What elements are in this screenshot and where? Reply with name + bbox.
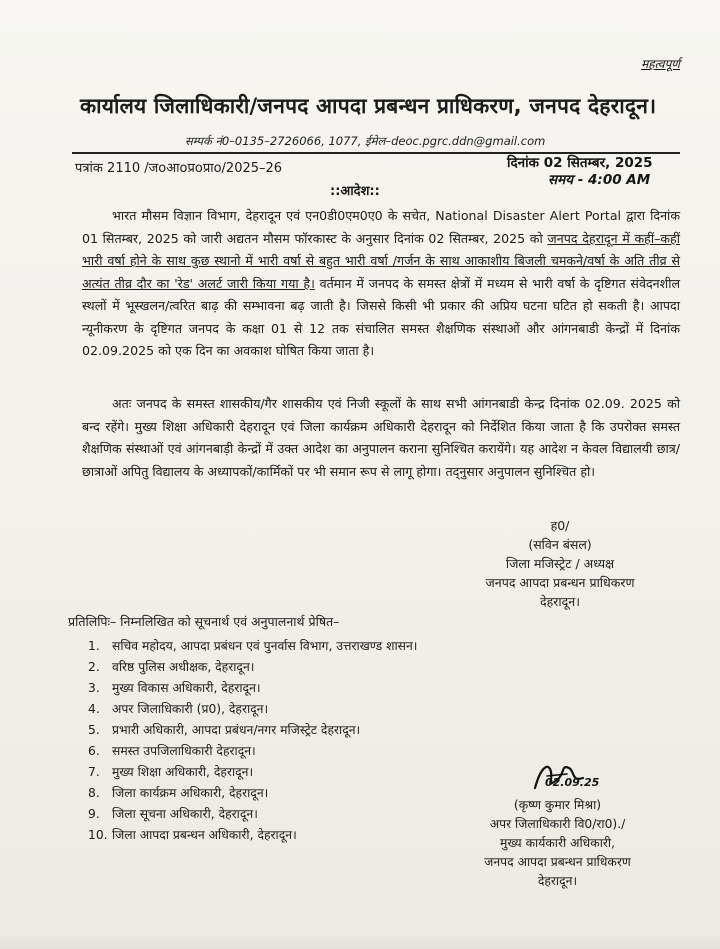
signature-date: 02.09.25 bbox=[545, 776, 600, 789]
signature-block-dm bbox=[475, 516, 645, 611]
office-title: कार्यालय जिलाधिकारी/जनपद आपदा प्रबन्धन प्राधिकरण, जनपद देहरादून। bbox=[80, 94, 657, 118]
signatory-authority: जनपद आपदा प्रबन्धन प्राधिकरण bbox=[484, 855, 631, 869]
page-bottom-edge bbox=[0, 935, 720, 949]
sd-mark: ह0/ bbox=[550, 518, 570, 533]
copy-to-list bbox=[88, 636, 417, 846]
list-item: 10. जिला आपदा प्रबन्धन अधिकारी, देहरादून। bbox=[88, 828, 297, 842]
signatory-place: देहरादून। bbox=[540, 594, 580, 609]
copy-to-heading: प्रतिलिपिः– निम्नलिखित को सूचनार्थ एवं अनुपालनार्थ प्रेषित– bbox=[68, 614, 340, 629]
signatory-name: (कृष्ण कुमार मिश्रा) bbox=[513, 798, 602, 812]
para2-text: अतः जनपद के समस्त शासकीय/गैर शासकीय एवं निजी स्कूलों के साथ सभी आंगनबाडी केन्द्र दिनांक 02.09. 2025 को बन्द रहेंगे। मुख्य शिक्षा अधिकारी देहरादून एवं जिला कार्यक्रम अधिकारी देहरादून को निर्देशित किया जाता है कि उपरोक्त समस्त शैक्षणिक संस्थाओं एवं आंगनबाड़ी केन्द्रों में उक्त आदेश का अनुपालन कराना सुनिश्चित करायेंगे। यह आदेश न केवल विद्यालयी छात्र/छात्राओं अपितु विद्यालय के अध्यापकों/कार्मिकों पर भी समान रूप से लागू होगा। तद्नुसार अनुपालन सुनिश्चित हो। bbox=[82, 396, 680, 479]
signature-block-adm bbox=[470, 796, 645, 891]
list-item: 5. प्रभारी अधिकारी, आपदा प्रबंधन/नगर मजिस्ट्रेट देहरादून। bbox=[88, 723, 361, 737]
list-item: 3. मुख्य विकास अधिकारी, देहरादून। bbox=[88, 681, 261, 695]
signatory-role: मुख्य कार्यकारी अधिकारी, bbox=[500, 836, 615, 850]
order-paragraph-1 bbox=[82, 205, 680, 363]
signatory-place: देहरादून। bbox=[537, 874, 578, 888]
para1-text-a: भारत मौसम विज्ञान विभाग, देहरादून एवं एन0डी0एम0ए0 के सचेत, National Disaster Alert Portal द्वारा दिनांक 01 सितम्बर, 2025 को जारी अद्यतन मौसम फॉरकास्ट के अनुसार दिनांक 02 सितम्बर, 2025 को bbox=[82, 208, 680, 246]
important-note: महत्वपूर्ण bbox=[641, 57, 680, 71]
list-item: 2. वरिष्ठ पुलिस अधीक्षक, देहरादून। bbox=[88, 660, 255, 674]
para1-text-b: वर्तमान में जनपद के समस्त क्षेत्रों में मध्यम से भारी वर्षा के दृष्टिगत संवेदनशील स्थलों में भूस्खलन/त्वरित बाढ़ की सम्भावना बढ़ जाती है। जिससे किसी भी प्रकार की अप्रिय घटना घटित हो सकती है। आपदा न्यूनीकरण के दृष्टिगत जनपद के कक्षा 01 से 12 तक संचालित समस्त शैक्षणिक संस्थाओं और आंगनबाडी केन्द्रों में दिनांक 02.09.2025 को एक दिन का अवकाश घोषित किया जाता है। bbox=[82, 275, 680, 358]
signatory-authority: जनपद आपदा प्रबन्धन प्राधिकरण bbox=[485, 575, 635, 590]
order-paragraph-2 bbox=[82, 393, 680, 483]
red-alert-statement: जनपद देहरादून में कहीं–कहीं भारी वर्षा होने के साथ कुछ स्थानो में भारी वर्षा से बहुत भारी वर्षा /गर्जन के साथ आकाशीय बिजली चमकने/वर्षा के अति तीव्र से अत्यंत तीव्र दौर का 'रेड' अलर्ट जारी किया गया है। bbox=[82, 230, 681, 291]
signatory-designation: जिला मजिस्ट्रेट / अध्यक्ष bbox=[505, 556, 615, 571]
contact-info: सम्पर्क नं0–0135–2726066, 1077, ईमेल–deoc.pgrc.ddn@gmail.com bbox=[185, 134, 546, 148]
list-item: 9. जिला सूचना अधिकारी, देहरादून। bbox=[88, 807, 258, 821]
letter-number: पत्रांक 2110 /जoआoप्रoप्राo/2025–26 bbox=[75, 161, 283, 176]
list-item: 4. अपर जिलाधिकारी (प्र0), देहरादून। bbox=[88, 702, 269, 716]
letter-date: दिनांक 02 सितम्बर, 2025 bbox=[507, 155, 653, 171]
list-item: 8. जिला कार्यक्रम अधिकारी, देहरादून। bbox=[88, 786, 269, 800]
list-item: 1. सचिव महोदय, आपदा प्रबंधन एवं पुनर्वास विभाग, उत्तराखण्ड शासन। bbox=[88, 639, 418, 653]
list-item: 6. समस्त उपजिलाधिकारी देहरादून। bbox=[88, 744, 256, 758]
order-heading: ::आदेश:: bbox=[330, 184, 380, 199]
signatory-designation: अपर जिलाधिकारी वि0/रा0)./ bbox=[489, 817, 626, 831]
signatory-name: (सविन बंसल) bbox=[528, 537, 592, 552]
list-item: 7. मुख्य शिक्षा अधिकारी, देहरादून। bbox=[88, 765, 254, 779]
letter-time: समय - 4:00 AM bbox=[548, 172, 651, 188]
